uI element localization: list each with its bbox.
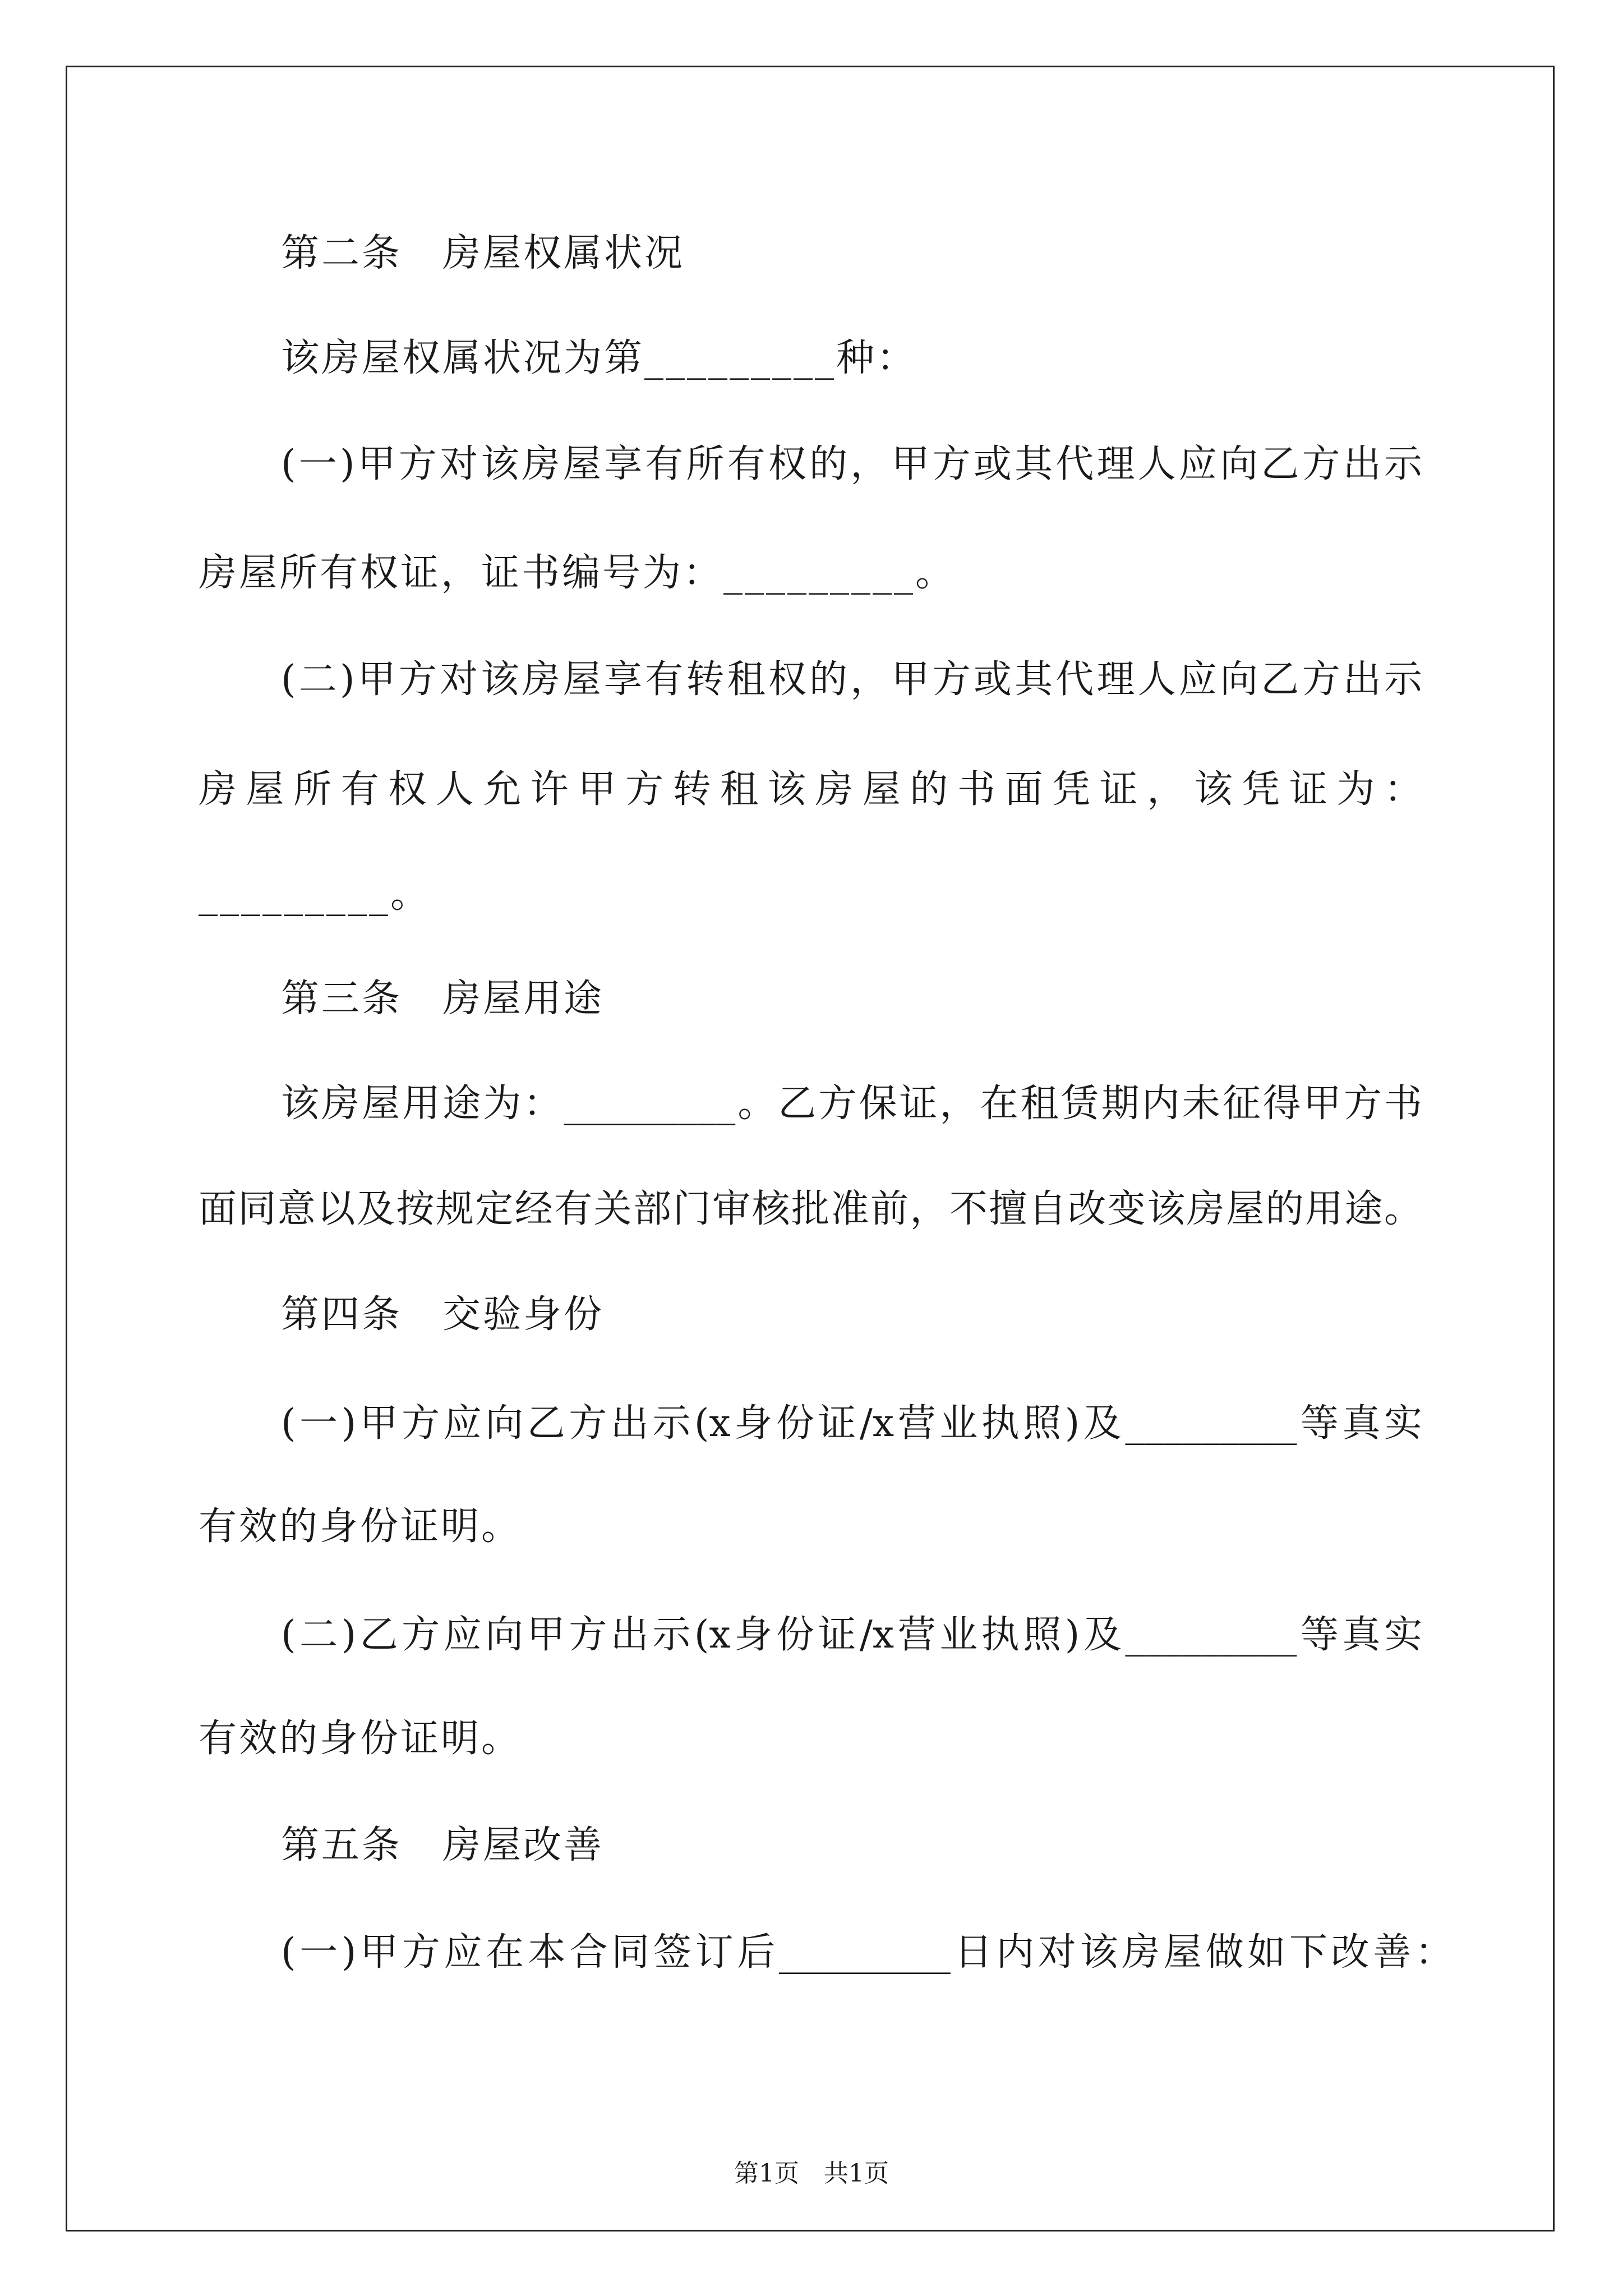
identity-clause-2-line-1: (二)乙方应向甲方出示(x身份证/x营业执照)及_________等真实	[281, 1613, 1422, 1657]
article-5-heading: 第五条 房屋改善	[281, 1823, 605, 1867]
page-footer: 第1页 共1页	[734, 2159, 889, 2188]
ownership-clause-2-line-2: 房屋所有权人允许甲方转租该房屋的书面凭证，该凭证为：	[199, 767, 1422, 812]
identity-clause-1-line-2: 有效的身份证明。	[199, 1504, 522, 1549]
ownership-clause-1-line-2: 房屋所有权证，证书编号为：_________。	[199, 551, 956, 595]
identity-clause-1-line-1: (一)甲方应向乙方出示(x身份证/x营业执照)及_________等真实	[281, 1401, 1422, 1446]
article-2-heading: 第二条 房屋权属状况	[281, 231, 685, 275]
usage-line-1: 该房屋用途为：_________。乙方保证，在租赁期内未征得甲方书	[281, 1082, 1422, 1126]
ownership-type-line: 该房屋权属状况为第_________种：	[281, 336, 917, 380]
ownership-clause-2-line-1: (二)甲方对该房屋享有转租权的，甲方或其代理人应向乙方出示	[281, 657, 1422, 702]
article-4-heading: 第四条 交验身份	[281, 1292, 605, 1337]
usage-line-2: 面同意以及按规定经有关部门审核批准前，不擅自改变该房屋的用途。	[199, 1187, 1422, 1231]
identity-clause-2-line-2: 有效的身份证明。	[199, 1717, 522, 1761]
page-border	[66, 66, 1555, 2231]
article-3-heading: 第三条 房屋用途	[281, 977, 605, 1021]
ownership-clause-2-line-3: _________。	[199, 872, 431, 917]
ownership-clause-1-line-1: (一)甲方对该房屋享有所有权的，甲方或其代理人应向乙方出示	[281, 442, 1422, 486]
improvement-clause-1-line-1: (一)甲方应在本合同签订后_________日内对该房屋做如下改善：	[281, 1930, 1453, 1975]
